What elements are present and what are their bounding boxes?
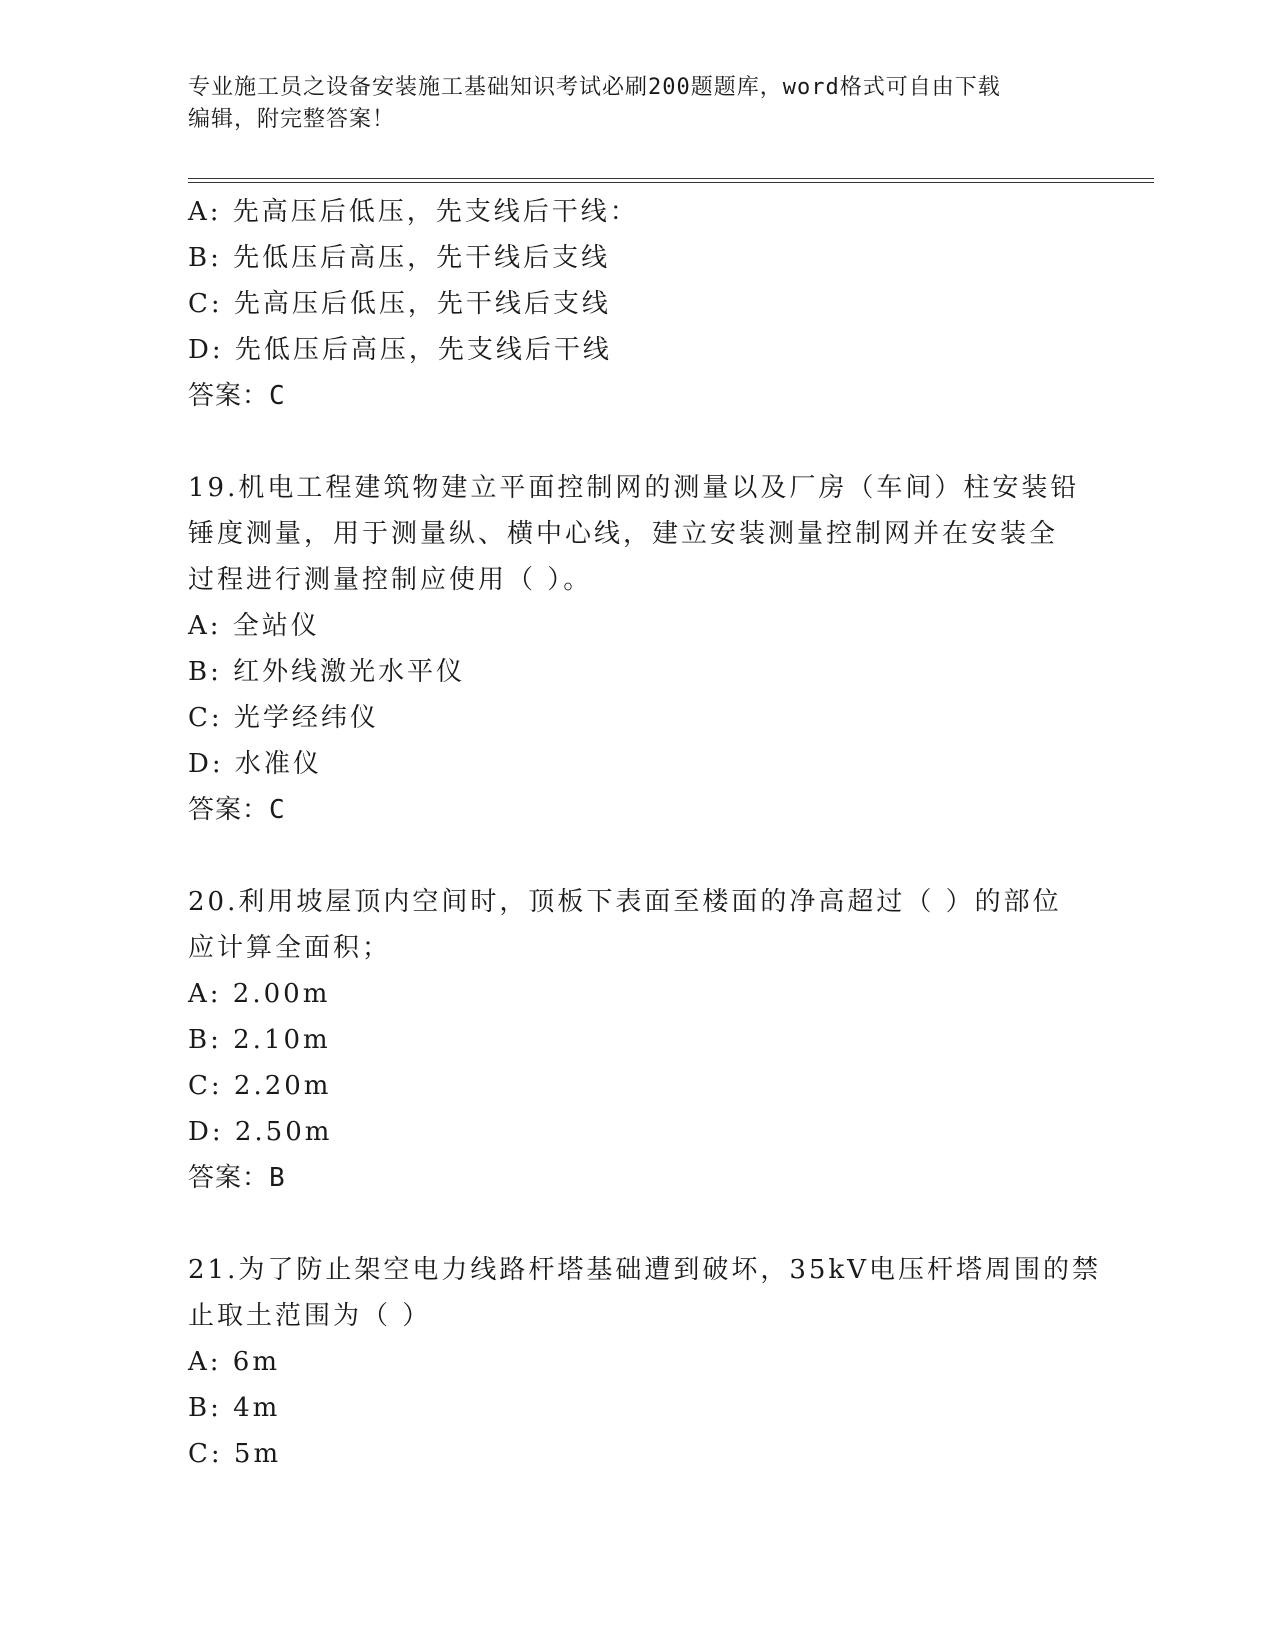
spacer	[188, 833, 1088, 879]
question-stem-line: 20.利用坡屋顶内空间时，顶板下表面至楼面的净高超过（ ）的部位	[188, 887, 1062, 917]
header-line-2: 编辑，附完整答案！	[188, 107, 396, 132]
spacer	[188, 1201, 1088, 1247]
question-stem-line: 过程进行测量控制应使用（ ）。	[188, 565, 593, 595]
question-stem-line: 21.为了防止架空电力线路杆塔基础遭到破坏，35kV电压杆塔周围的禁	[188, 1255, 1101, 1285]
question-18-block	[188, 189, 1088, 419]
header-line-1: 专业施工员之设备安装施工基础知识考试必刷200题题库，word格式可自由下载	[188, 75, 1001, 100]
option-b: B: 4m	[188, 1393, 281, 1423]
question-stem-line: 19.机电工程建筑物建立平面控制网的测量以及厂房（车间）柱安装铅	[188, 473, 1080, 503]
question-stem-line: 锤度测量，用于测量纵、横中心线，建立安装测量控制网并在安装全	[188, 519, 1059, 549]
document-header	[188, 72, 1068, 136]
option-d: D: 先低压后高压，先支线后干线	[188, 335, 612, 365]
question-21-block	[188, 1247, 1101, 1477]
option-a: A: 全站仪	[188, 611, 320, 641]
answer-line: 答案：B	[188, 1163, 286, 1193]
answer-line: 答案：C	[188, 381, 286, 411]
option-c: C: 5m	[188, 1439, 282, 1469]
option-c: C: 先高压后低压，先干线后支线	[188, 289, 611, 319]
header-divider-bottom	[188, 182, 1154, 183]
option-d: D: 2.50m	[188, 1117, 333, 1147]
option-c: C: 光学经纬仪	[188, 703, 379, 733]
option-d: D: 水准仪	[188, 749, 322, 779]
spacer	[188, 419, 1088, 465]
question-stem-line: 应计算全面积；	[188, 933, 392, 963]
option-a: A: 2.00m	[188, 979, 331, 1009]
answer-line: 答案：C	[188, 795, 286, 825]
option-a: A: 先高压后低压，先支线后干线：	[188, 197, 639, 227]
question-stem-line: 止取土范围为（ ）	[188, 1301, 432, 1331]
option-b: B: 红外线激光水平仪	[188, 657, 466, 687]
option-c: C: 2.20m	[188, 1071, 332, 1101]
option-a: A: 6m	[188, 1347, 280, 1377]
document-body	[188, 189, 1101, 1477]
option-b: B: 2.10m	[188, 1025, 331, 1055]
question-19-block	[188, 465, 1088, 833]
header-divider-top	[188, 178, 1154, 179]
question-20-block	[188, 879, 1088, 1201]
option-b: B: 先低压后高压，先干线后支线	[188, 243, 611, 273]
